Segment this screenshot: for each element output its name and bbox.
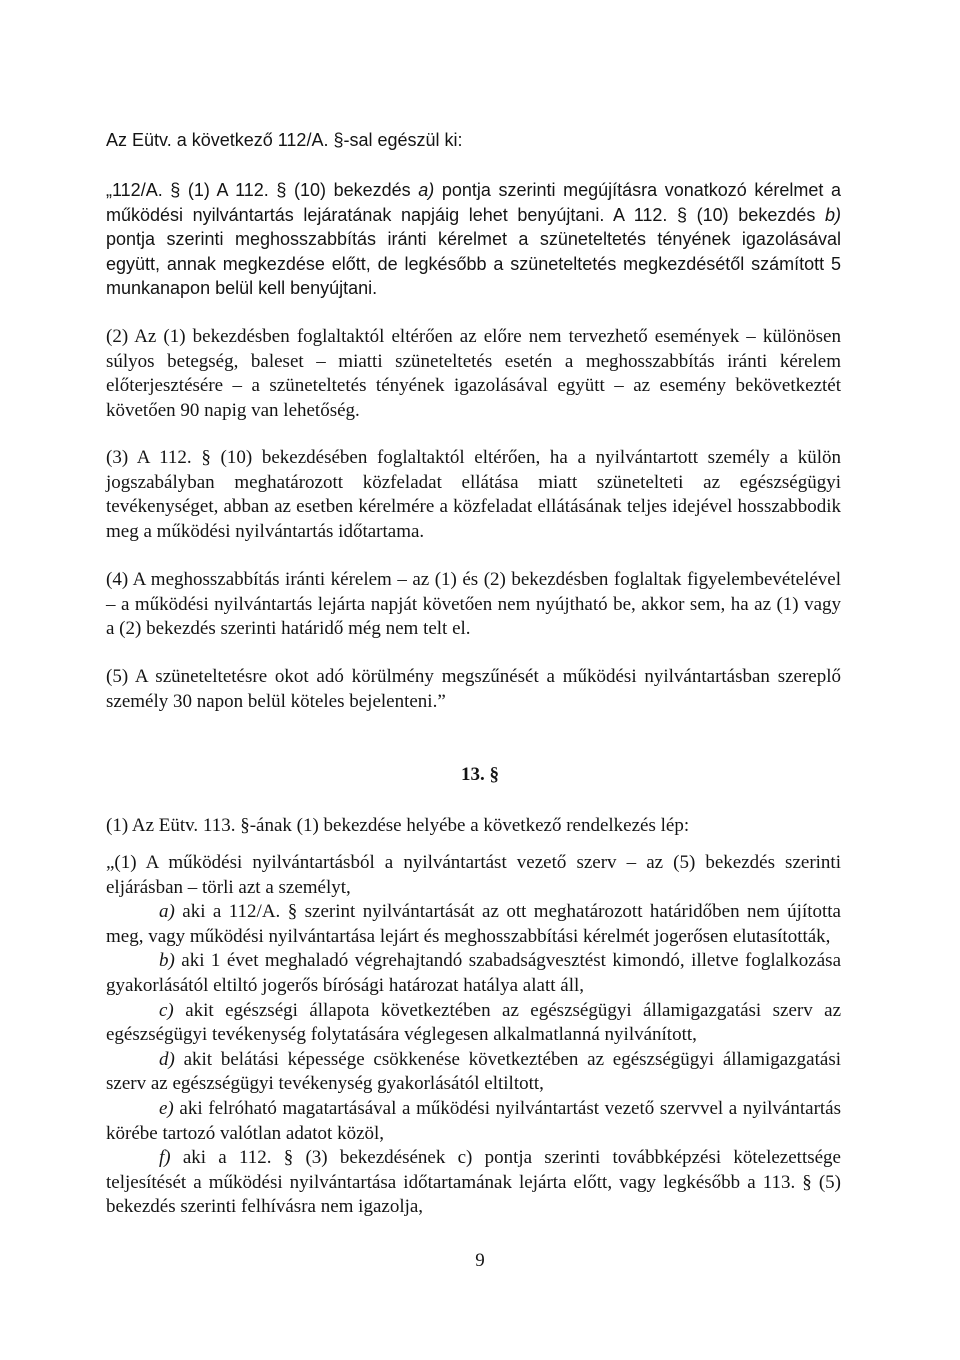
paragraph-text: (2) Az (1) bekezdésben foglaltaktól eltérően az előre nem tervezhető események – különösen súlyos betegség, baleset – miatti szüneteltetés esetén a meghosszabbítás iránti kérelem előterjesztésére – a szüneteltetés tényének igazolásával együtt – az esemény bekövetkeztét követően 90 napig van lehetőség. bbox=[106, 326, 841, 421]
section-112a-paragraph-1 bbox=[106, 178, 841, 301]
list-item bbox=[106, 1097, 841, 1146]
section-112a-paragraph-3 bbox=[106, 446, 841, 544]
list-item bbox=[106, 1048, 841, 1097]
paragraph-text: (5) A szüneteltetésre okot adó körülmény megszűnését a működési nyilvántartásban szereplő személy 30 napon belül köteles bejelenteni.” bbox=[106, 666, 841, 712]
item-letter: d) bbox=[159, 1048, 175, 1070]
item-text: aki a 112. § (3) bekezdésének c) pontja szerinti továbbképzési kötelezettsége teljesítését a működési nyilvántartása időtartamának lejárta előtt, vagy legkésőbb a 113. § (5) bekezdés szerinti felhívásra nem igazolja, bbox=[106, 1147, 841, 1218]
item-letter: f) bbox=[159, 1147, 171, 1169]
paragraph-text: (3) A 112. § (10) bekezdésében foglaltaktól eltérően, ha a nyilvántartott személy a külön jogszabályban meghatározott közfeladat ellátása miatt szünetelteti az egészségügyi tevékenységet, abban az esetben kérelmére a közfeladat ellátásának teljes idejével hosszabbodik meg a működési nyilvántartás időtartama. bbox=[106, 447, 841, 542]
item-text: akit egészségi állapota következtében az egészségügyi államigazgatási szerv az egészségügyi tevékenység folytatására véglegesen alkalmatlanná nyilvánított, bbox=[106, 999, 841, 1046]
text-run: „112/A. § (1) A 112. § (10) bekezdés bbox=[106, 180, 419, 200]
list-item bbox=[106, 900, 841, 949]
section-112a-paragraph-2 bbox=[106, 325, 841, 423]
section-112a-paragraph-4 bbox=[106, 568, 841, 642]
paragraph-text: (1) Az Eütv. 113. §-ának (1) bekezdése helyébe a következő rendelkezés lép: bbox=[106, 815, 690, 836]
item-letter: e) bbox=[159, 1097, 174, 1119]
item-letter: a) bbox=[159, 901, 175, 923]
item-text: aki felróható magatartásával a működési nyilvántartást vezető szervvel a nyilvántartás körébe tartozó valótlan adatot közöl, bbox=[106, 1097, 841, 1144]
text-run: pontja szerinti meghosszabbítás iránti kérelmet a szüneteltetés tényének igazolásával együtt, annak megkezdése előtt, de legkésőbb a szüneteltetés megkezdésétől számított 5 munkanapon belül kell benyújtani. bbox=[106, 229, 841, 299]
item-letter: b) bbox=[159, 950, 175, 972]
intro-text: Az Eütv. a következő 112/A. §-sal egészül ki: bbox=[106, 130, 463, 150]
item-text: akit belátási képessége csökkenése következtében az egészségügyi államigazgatási szerv az egészségügyi tevékenység gyakorlásától eltiltott, bbox=[106, 1048, 841, 1095]
point-letter: a) bbox=[418, 180, 435, 200]
list-item bbox=[106, 999, 841, 1048]
section-heading: 13. § bbox=[461, 764, 499, 785]
page-number: 9 bbox=[475, 1250, 485, 1271]
paragraph-text: (4) A meghosszabbítás iránti kérelem – az (1) és (2) bekezdésben foglaltak figyelembevételével – a működési nyilvántartás lejárta napját követően nem nyújtható be, akkor sem, ha az (1) vagy a (2) bekezdés szerinti határidő még nem telt el. bbox=[106, 569, 841, 640]
item-letter: c) bbox=[159, 999, 174, 1021]
intro-line bbox=[106, 128, 841, 153]
amendment-lead: „(1) A működési nyilvántartásból a nyilvántartást vezető szerv – az (5) bekezdés szerinti eljárásban – törli azt a személyt, bbox=[106, 852, 841, 898]
item-text: aki 1 évet meghaladó végrehajtandó szabadságvesztést kimondó, illetve foglalkozása gyakorlásától eltiltó jogerős bírósági határozat hatálya alatt áll, bbox=[106, 950, 841, 996]
item-text: aki a 112/A. § szerint nyilvántartását az ott meghatározott határidőben nem újította meg, vagy működési nyilvántartása lejárt és meghosszabbítási kérelmét jogerősen elutasították, bbox=[106, 901, 841, 947]
list-item bbox=[106, 1146, 841, 1220]
text-run: pontja szerinti megújításra vonatkozó kérelmet a működési nyilvántartás lejáratának napjáig lehet benyújtani. A 112. § (10) bekezdés bbox=[106, 180, 841, 225]
section-113-amendment bbox=[106, 851, 841, 1220]
list-item bbox=[106, 949, 841, 998]
section-113-intro bbox=[106, 814, 841, 839]
section-112a-paragraph-5 bbox=[106, 665, 841, 714]
point-letter: b) bbox=[824, 204, 841, 225]
